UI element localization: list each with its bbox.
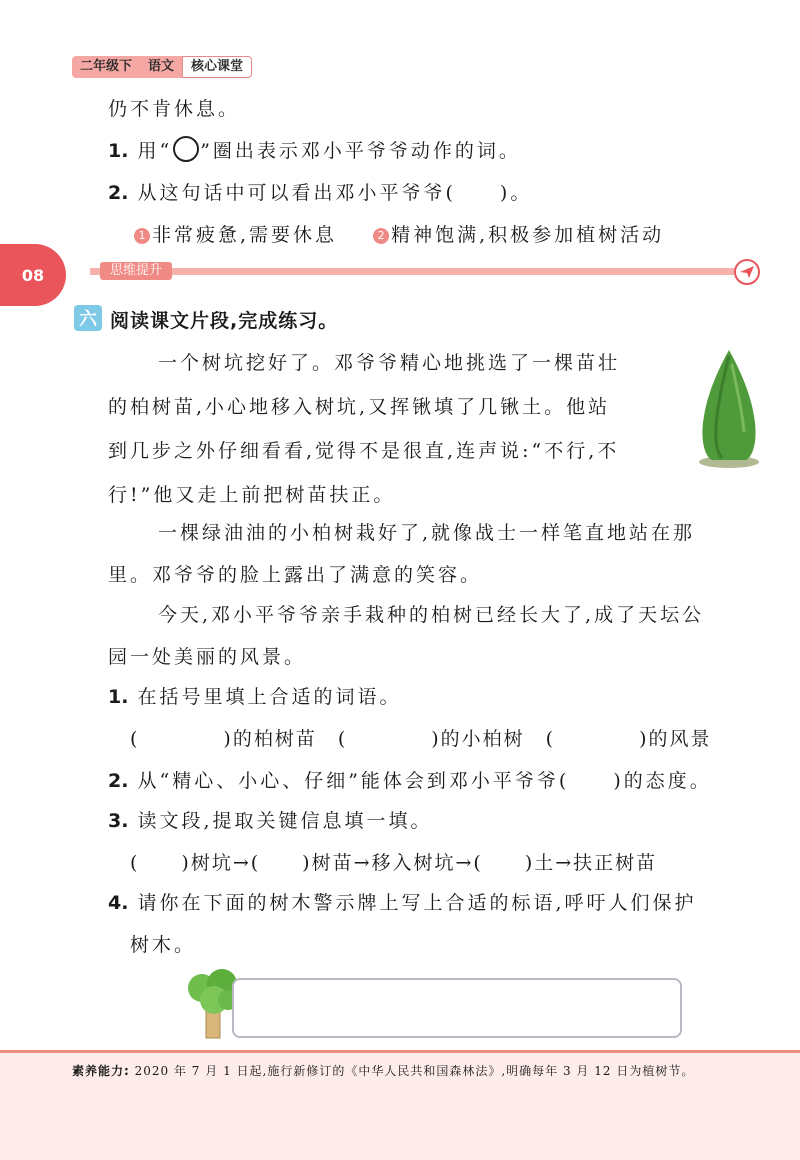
subject-label: 语文: [140, 56, 182, 78]
passage-p1-line4: 行!”他又走上前把树苗扶正。: [108, 484, 396, 506]
passage-p3-line1: 今天,邓小平爷爷亲手栽种的柏树已经长大了,成了天坛公: [158, 604, 705, 626]
question-2: [108, 766, 712, 793]
series-label: 核心课堂: [182, 56, 252, 78]
footer-text: 2020 年 7 月 1 日起,施行新修订的《中华人民共和国森林法》,明确每年 3 月 12 日为植树节。: [134, 1064, 695, 1078]
top-question-2: [108, 178, 532, 205]
header-tag: [72, 56, 252, 78]
question-text-b: ”圈出表示邓小平爷爷动作的词。: [200, 140, 521, 162]
circle-icon: [173, 136, 199, 162]
task-title: 阅读课文片段,完成练习。: [110, 310, 339, 332]
question-number: 1.: [108, 686, 129, 708]
question-number: 3.: [108, 810, 129, 832]
question-3-blanks[interactable]: ( )树坑→( )树苗→移入树坑→( )土→扶正树苗: [130, 852, 658, 874]
question-4-line2: 树木。: [130, 934, 197, 956]
top-question-1: [108, 136, 521, 163]
section-stripe: [90, 268, 750, 275]
passage-p2-line1: 一棵绿油油的小柏树栽好了,就像战士一样笔直地站在那: [158, 522, 696, 544]
question-number: 2.: [108, 770, 129, 792]
question-text[interactable]: 从“精心、小心、仔细”能体会到邓小平爷爷( )的态度。: [137, 770, 712, 792]
passage-p1-line2: 的柏树苗,小心地移入树坑,又挥锹填了几锹土。他站: [108, 396, 611, 418]
question-3: [108, 806, 433, 833]
question-number: 2.: [108, 182, 129, 204]
question-text: 请你在下面的树木警示牌上写上合适的标语,呼吁人们保护: [137, 892, 697, 914]
option-marker-2: 2: [373, 228, 389, 244]
option-1-text: 非常疲惫,需要休息: [152, 224, 338, 246]
footer-label: 素养能力:: [72, 1064, 130, 1078]
question-4: [108, 888, 697, 915]
carryover-line: 仍不肯休息。: [108, 98, 241, 120]
passage-p2-line2: 里。邓爷爷的脸上露出了满意的笑容。: [108, 564, 483, 586]
option-2-text: 精神饱满,积极参加植树活动: [391, 224, 665, 246]
question-text: 在括号里填上合适的词语。: [137, 686, 402, 708]
question-number: 1.: [108, 140, 129, 162]
section-bar: [90, 262, 766, 280]
passage-p3-line2: 园一处美丽的风景。: [108, 646, 307, 668]
option-marker-1: 1: [134, 228, 150, 244]
question-1-blanks[interactable]: ( )的柏树苗 ( )的小柏树 ( )的风景: [130, 728, 712, 750]
question-text-a: 用“: [137, 140, 173, 162]
slogan-input-box[interactable]: [232, 978, 682, 1038]
passage-p1-line3: 到几步之外仔细看看,觉得不是很直,连声说:“不行,不: [108, 440, 620, 462]
task-number-badge: 六: [74, 305, 102, 331]
question-text: 从这句话中可以看出邓小平爷爷( )。: [137, 182, 533, 204]
question-number: 4.: [108, 892, 129, 914]
options-row: [134, 220, 664, 247]
footer-note: [72, 1062, 694, 1079]
cypress-tree-illustration: [690, 346, 768, 470]
section-label: 思维提升: [100, 262, 172, 280]
grade-label: 二年级下: [72, 56, 140, 78]
question-1: [108, 682, 402, 709]
question-text: 读文段,提取关键信息填一填。: [137, 810, 433, 832]
paper-plane-icon: [734, 259, 760, 285]
page-number-badge: 08: [0, 244, 66, 306]
passage-p1-line1: 一个树坑挖好了。邓爷爷精心地挑选了一棵苗壮: [158, 352, 621, 374]
